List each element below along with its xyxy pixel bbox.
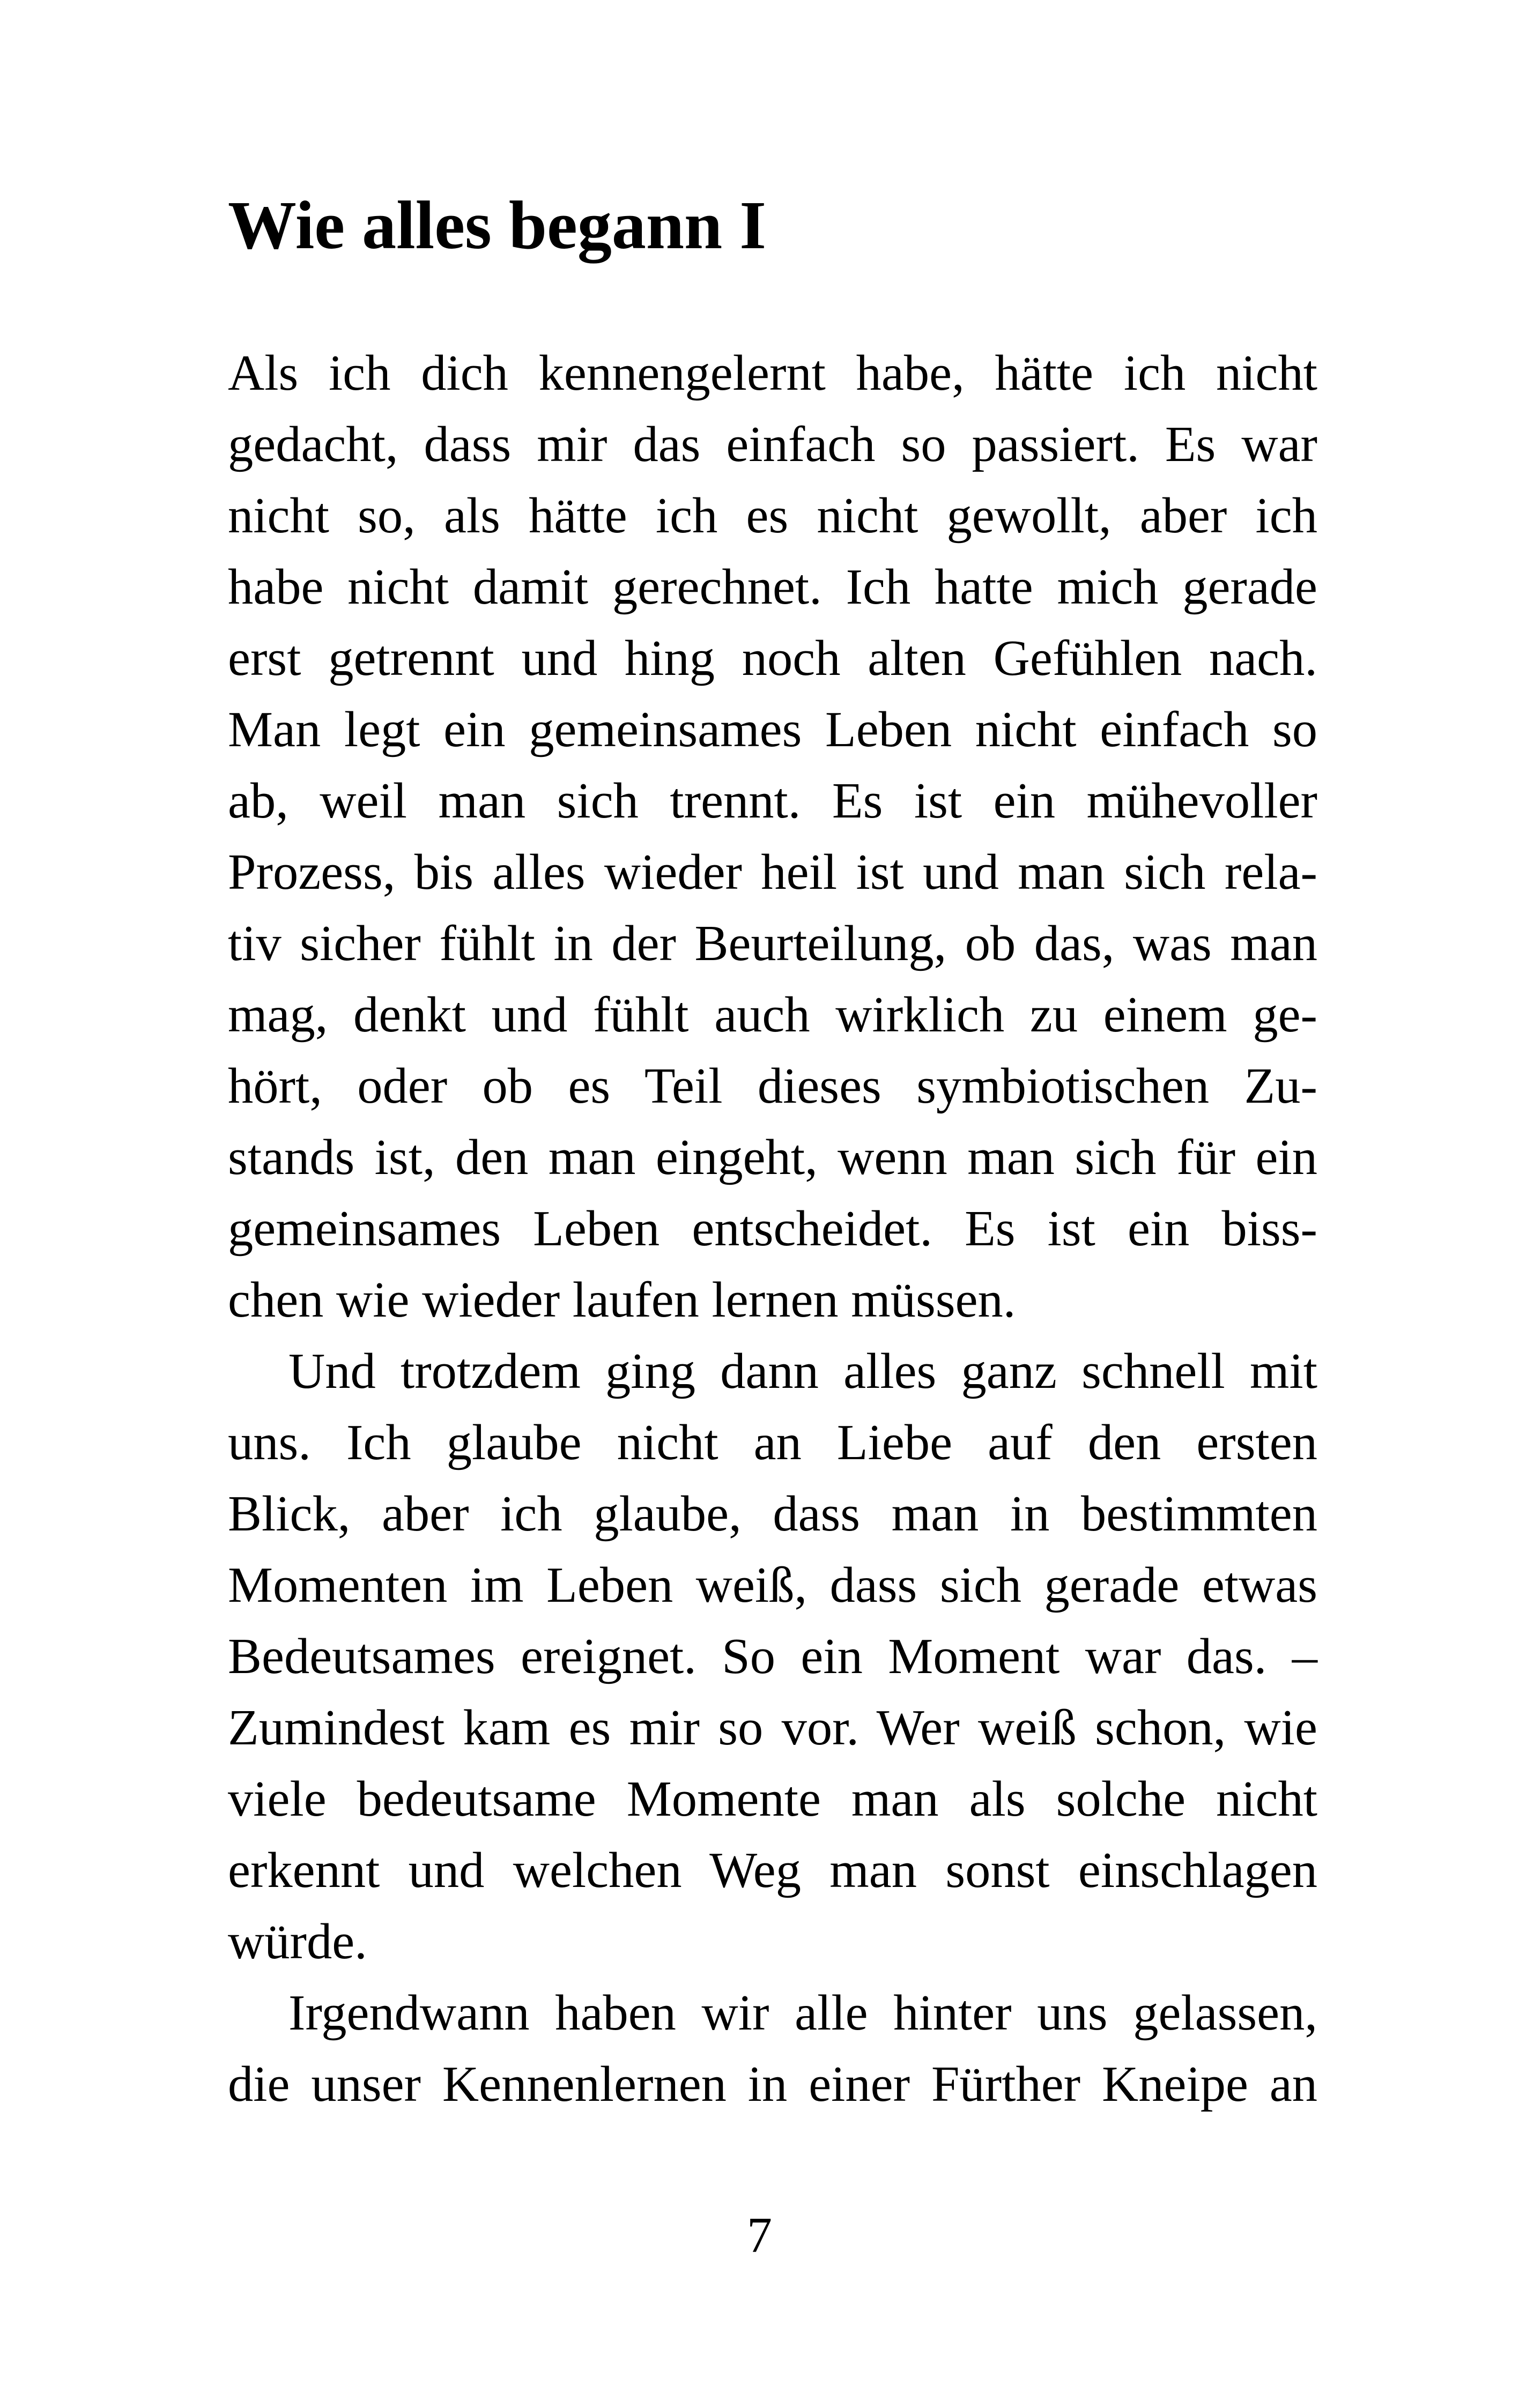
text-line: Man legt ein gemeinsames Leben nicht einfach so [228, 702, 1317, 757]
text-line: erst getrennt und hing noch alten Gefühlen nach. [228, 630, 1317, 686]
text-line: ab, weil man sich trennt. Es ist ein mühevoller [228, 773, 1317, 829]
text-line: hört, oder ob es Teil dieses symbiotischen Zu- [228, 1058, 1317, 1114]
text-line: Blick, aber ich glaube, dass man in bestimmten [228, 1486, 1317, 1542]
text-line: Irgendwann haben wir alle hinter uns gelassen, [288, 1985, 1317, 2041]
text-line: nicht so, als hätte ich es nicht gewollt, aber ich [228, 488, 1317, 544]
text-line: Momenten im Leben weiß, dass sich gerade etwas [228, 1557, 1317, 1613]
text-line: chen wie wieder laufen lernen müssen. [228, 1272, 1016, 1328]
text-line: viele bedeutsame Momente man als solche nicht [228, 1771, 1317, 1827]
text-line: erkennt und welchen Weg man sonst einschlagen [228, 1842, 1317, 1898]
text-line: uns. Ich glaube nicht an Liebe auf den ersten [228, 1415, 1317, 1470]
text-line: mag, denkt und fühlt auch wirklich zu einem ge- [228, 987, 1317, 1043]
text-line: gedacht, dass mir das einfach so passiert. Es war [228, 417, 1317, 472]
body-text [228, 338, 1317, 2120]
text-line: würde. [228, 1914, 367, 1969]
text-line: Bedeutsames ereignet. So ein Moment war das. – [228, 1629, 1317, 1684]
text-line: habe nicht damit gerechnet. Ich hatte mich gerade [228, 559, 1317, 615]
text-line: Prozess, bis alles wieder heil ist und man sich rela- [228, 844, 1317, 900]
text-line: gemeinsames Leben entscheidet. Es ist ein biss- [228, 1201, 1317, 1257]
text-line: die unser Kennenlernen in einer Fürther Kneipe an [228, 2056, 1317, 2112]
chapter-title: Wie alles begann I [228, 187, 766, 263]
text-line: Als ich dich kennengelernt habe, hätte ich nicht [228, 345, 1317, 401]
page-number: 7 [747, 2208, 772, 2263]
text-line: Und trotzdem ging dann alles ganz schnell mit [288, 1343, 1317, 1399]
text-line: Zumindest kam es mir so vor. Wer weiß schon, wie [228, 1700, 1317, 1756]
text-line: stands ist, den man eingeht, wenn man sich für ein [228, 1129, 1317, 1185]
text-line: tiv sicher fühlt in der Beurteilung, ob das, was man [228, 916, 1317, 971]
